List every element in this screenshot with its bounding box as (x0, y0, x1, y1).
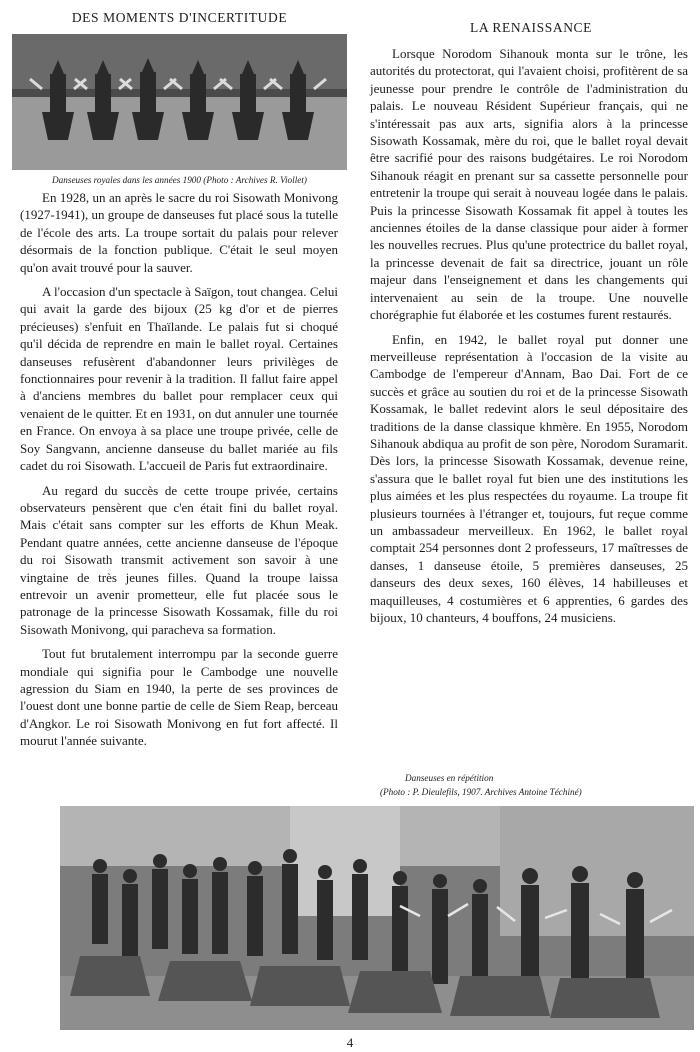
page-number: 4 (346, 1035, 354, 1050)
paragraph: A l'occasion d'un spectacle à Saïgon, tout changea. Celui qui avait la garde des bijoux (25 kg d'or et de pierres précieuses) s'enfuit en Thaïlande. Le palais fut si choqué qu'il décida de reprendre en main le ballet royal. Certaines danseuses refusèrent d'abandonner leurs privilèges de fonctionnaires pour revenir à la tradition. Il fallut faire appel à d'anciens membres du ballet pour remplacer ceux qui venaient de le quitter. Et en 1931, on dut annuler une tournée en France. On envoya à sa place une troupe privée, celle de Soy Sangvann, ancienne danseuse du ballet mariée au fils cadet du roi Sisowath. L'accueil de Paris fut extraordinaire. (20, 284, 338, 474)
right-column (370, 45, 688, 633)
paragraph: Enfin, en 1942, le ballet royal put donner une merveilleuse représentation à l'occasion de la visite au Cambodge de l'empereur d'Annam, Bao Dai. Fort de ce succès et grâce au soutien du roi et de la princesse Sisowath Kossamak, le ballet redevint alors le seul dépositaire des traditions de la danse classique khmère. En 1955, Norodom Sihanouk abdiqua au profit de son père, Norodom Suramarit. Dès lors, la princesse Sisowath Kossamak, devenue reine, s'assura que le ballet royal fut bien une des institutions les plus aimées et les plus respectées du royaume. La troupe fit plusieurs tournées à l'étranger et, toujours, fut reçue comme un ambassadeur merveilleux. En 1962, le ballet royal comptait 254 personnes dont 2 professeurs, 17 maîtresses de danses, 1 danseuse étoile, 5 premières danseuses, 25 danseurs des deux sexes, 160 élèves, 14 habilleuses et maquilleuses, 4 costumières et 6 apprenties, 6 gardes des bijoux, 10 chanteurs, 4 bouffons, 24 musiciens. (370, 331, 688, 625)
paragraph: Au regard du succès de cette troupe privée, certains observateurs pensèrent que c'en était fini du ballet royal. Mais c'était sans compter sur les efforts de Khun Meak. Pendant quatre années, cette ancienne danseuse de l'époque du roi Sisowath transmit activement son savoir à une vingtaine de très jeunes filles. Quand la troupe laissa entrevoir un avenir prometteur, elle fut placée sous le patronage de la princesse Sisowath Kossamak, fille du roi Sisowath Monivong, qui paracheva sa formation. (20, 482, 338, 637)
royal-dancers-illustration (12, 34, 347, 170)
royal-dancers-photo (12, 34, 347, 170)
royal-dancers-caption: Danseuses royales dans les années 1900 (Photo : Archives R. Viollet) (52, 175, 307, 185)
paragraph: Tout fut brutalement interrompu par la seconde guerre mondiale qui signifia pour le Cambodge une nouvelle agression du Siam en 1940, la perte de ses provinces de l'ouest dont une bonne partie de celle de Siem Reap, berceau d'Angkor. Le roi Sisowath Monivong en fut fort affecté. Il mourut l'année suivante. (20, 646, 338, 749)
rehearsal-caption-credit: (Photo : P. Dieulefils, 1907. Archives Antoine Téchiné) (380, 787, 582, 797)
right-section-title: LA RENAISSANCE (469, 20, 593, 35)
paragraph: En 1928, un an après le sacre du roi Sisowath Monivong (1927-1941), un groupe de danseuses fut placé sous la tutelle de l'école des arts. La troupe sortait du palais pour relever désormais de la fonction publique. C'était le seul moyen qu'on avait trouvé pour la sauver. (20, 190, 338, 275)
left-column (20, 189, 338, 757)
rehearsal-caption-title: Danseuses en répétition (405, 773, 494, 783)
rehearsal-photo (60, 806, 694, 1030)
rehearsal-illustration (60, 806, 694, 1030)
left-section-title: DES MOMENTS D'INCERTITUDE (71, 10, 288, 25)
paragraph: Lorsque Norodom Sihanouk monta sur le trône, les autorités du protectorat, qui l'avaient choisi, profitèrent de sa jeunesse pour prendre le contrôle de l'administration du palais. Le nouveau Résident Supérieur français, qui ne s'intéressait pas aux arts, signifia alors à la princesse Sisowath Kossamak, mère du roi, que le ballet royal devait être sacrifié pour des raisons budgétaires. Le roi Norodom Sihanouk réagit en prenant sur sa cassette personnelle pour entretenir la troupe qui serait à nouveau logée dans le palais. Puis la princesse Sisowath Kossamak fit appel à toutes les anciennes étoiles de la danse classique pour aider à former les nouvelles recrues. Plus qu'une protectrice du ballet royal, la princesse devenait de fait sa directrice, jouant un rôle majeur dans l'enseignement et dans les changements qui intervenaient au sein de la troupe. Une nouvelle chorégraphie fut élaborée et les costumes furent restaurés. (370, 46, 688, 323)
